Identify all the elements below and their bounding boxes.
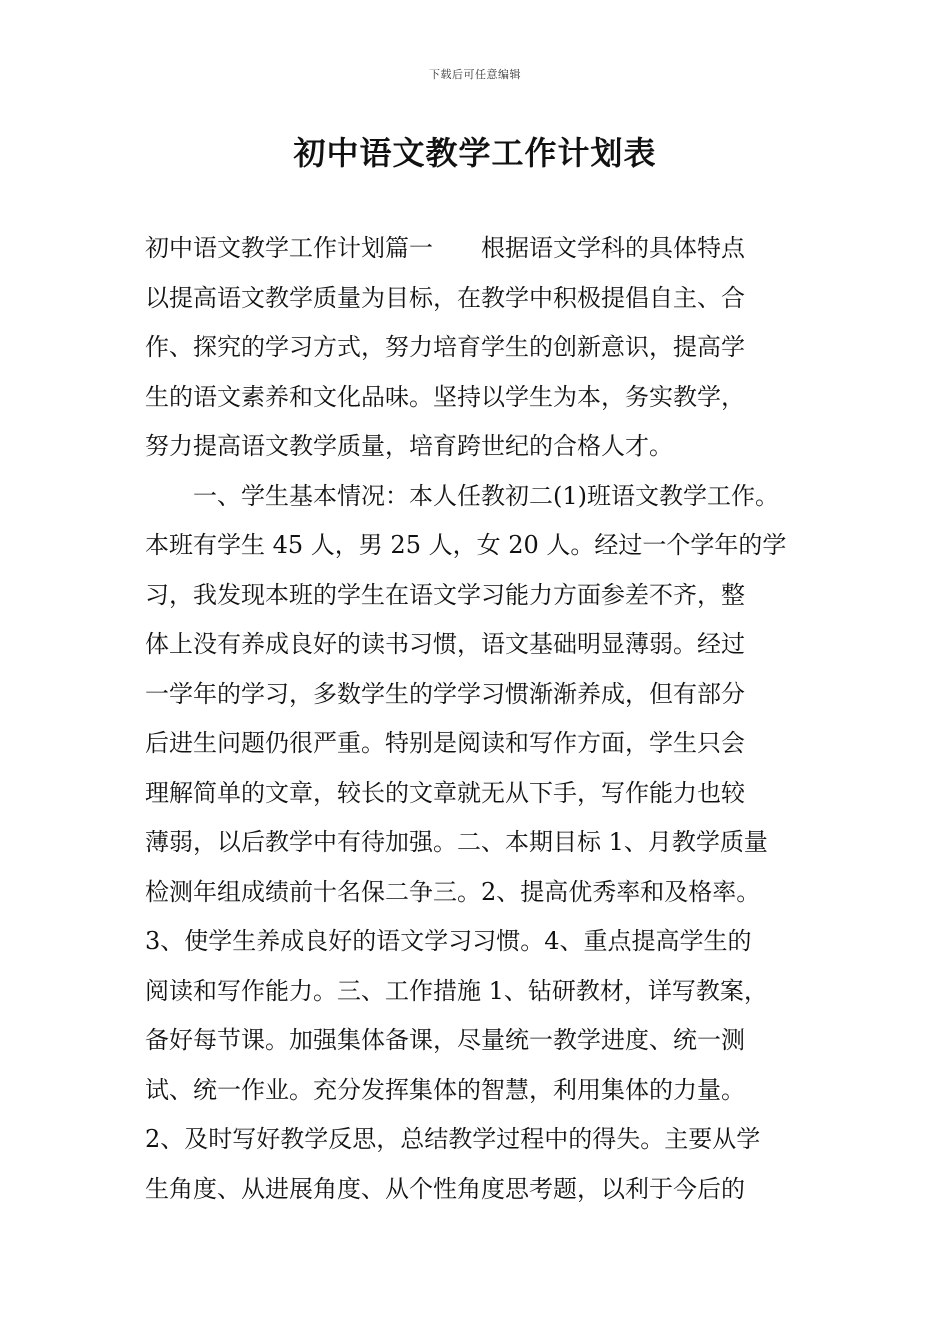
body-line: 试、统一作业。充分发挥集体的智慧，利用集体的力量。 — [145, 1075, 745, 1104]
document-title: 初中语文教学工作计划表 — [293, 134, 657, 172]
document-body — [145, 224, 817, 1214]
body-line: 生角度、从进展角度、从个性角度思考题，以利于今后的 — [145, 1174, 745, 1203]
body-line: 一、学生基本情况：本人任教初二(1)班语文教学工作。 — [145, 481, 779, 510]
body-line: 以提高语文教学质量为目标，在教学中积极提倡自主、合 — [145, 283, 745, 312]
body-line: 3、使学生养成良好的语文学习习惯。4、重点提高学生的 — [145, 927, 752, 955]
body-line: 后进生问题仍很严重。特别是阅读和写作方面，学生只会 — [145, 729, 745, 757]
body-line: 2、及时写好教学反思，总结教学过程中的得失。主要从学 — [145, 1125, 761, 1153]
body-line: 体上没有养成良好的读书习惯，语文基础明显薄弱。经过 — [145, 630, 745, 658]
body-line: 生的语文素养和文化品味。坚持以学生为本，务实教学， — [145, 382, 745, 411]
body-line: 阅读和写作能力。三、工作措施 1、钻研教材，详写教案， — [145, 976, 768, 1005]
body-line: 作、探究的学习方式，努力培育学生的创新意识，提高学 — [145, 333, 745, 361]
body-line: 一学年的学习，多数学生的学学习惯渐渐养成，但有部分 — [145, 679, 745, 708]
body-line: 习，我发现本班的学生在语文学习能力方面参差不齐，整 — [145, 580, 745, 609]
page-header-note: 下载后可任意编辑 — [429, 68, 521, 81]
body-line: 初中语文教学工作计划篇一 根据语文学科的具体特点 — [145, 234, 745, 262]
body-line: 理解简单的文章，较长的文章就无从下手，写作能力也较 — [145, 778, 745, 807]
body-line: 努力提高语文教学质量，培育跨世纪的合格人才。 — [145, 432, 673, 460]
body-line: 备好每节课。加强集体备课，尽量统一教学进度、统一测 — [145, 1026, 745, 1054]
body-line: 本班有学生 45 人，男 25 人，女 20 人。经过一个学年的学 — [145, 531, 787, 559]
body-line: 检测年组成绩前十名保二争三。2、提高优秀率和及格率。 — [145, 877, 761, 906]
body-line: 薄弱，以后教学中有待加强。二、本期目标 1、月教学质量 — [145, 828, 768, 856]
